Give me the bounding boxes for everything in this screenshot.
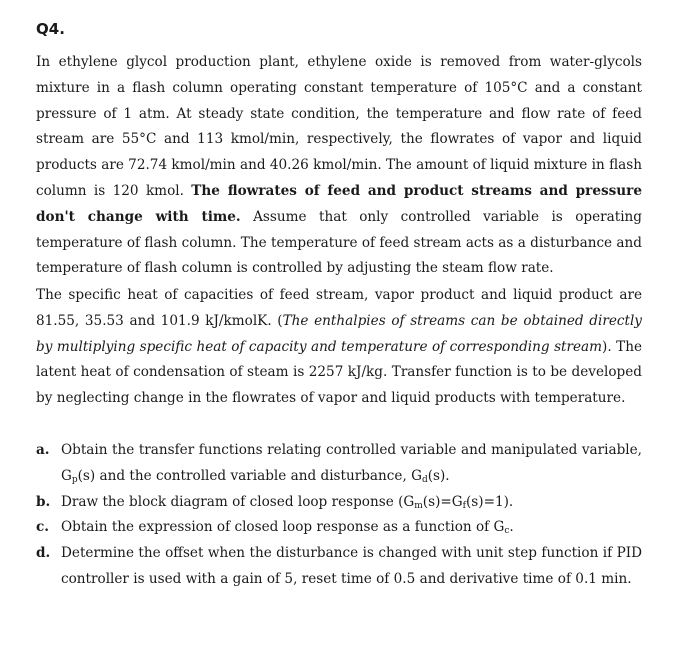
- sub-question-b: [36, 490, 642, 516]
- item-label: d.: [36, 545, 51, 562]
- item-text: Draw the block diagram of closed loop response (G: [61, 493, 415, 510]
- item-text: Determine the offset when the disturbance is changed with unit step function if PID controller is used with a gain of 5, reset time of 0.5 and derivative time of 0.1 min.: [61, 545, 642, 587]
- specific-heat-paragraph: [36, 283, 642, 412]
- item-text: Obtain the expression of closed loop response as a function of G: [61, 519, 505, 536]
- item-text: (s) and the controlled variable and disturbance, G: [77, 467, 422, 484]
- item-text: (s).: [427, 467, 450, 484]
- sub-question-d: [36, 541, 642, 593]
- item-text: Obtain the transfer functions relating controlled variable and manipulated variable, G: [61, 442, 642, 484]
- problem-statement: [36, 50, 642, 282]
- specific-heat-text-b: ). The latent heat of condensation of steam is 2257 kJ/kg. Transfer function is to be developed by neglecting change in the flowrates of vapor and liquid products with temperature.: [36, 338, 642, 407]
- item-text: (s)=G: [422, 493, 463, 510]
- item-text: .: [509, 519, 514, 536]
- sub-question-list: [36, 438, 642, 593]
- item-label: c.: [36, 519, 50, 536]
- subscript: d: [421, 474, 428, 485]
- intro-bold-text: The flowrates of feed and product streams and pressure don't change with time.: [36, 182, 642, 225]
- subscript: m: [414, 500, 423, 511]
- item-text: (s)=1).: [465, 493, 514, 510]
- item-label: b.: [36, 493, 51, 510]
- specific-heat-italic: The enthalpies of streams can be obtained directly by multiplying specific heat of capacity and temperature of corresponding stream: [36, 312, 642, 355]
- subscript: p: [71, 474, 78, 485]
- item-label: a.: [36, 442, 50, 458]
- intro-text-b: Assume that only controlled variable is operating temperature of flash column. The temperature of feed stream acts as a disturbance and temperature of flash column is controlled by adjusting the steam flow rate.: [36, 208, 642, 277]
- question-number: Q4.: [36, 20, 65, 38]
- sub-question-c: [36, 515, 642, 541]
- intro-text-a: In ethylene glycol production plant, ethylene oxide is removed from water-glycols mixture in a flash column operating constant temperature of 105°C and a constant pressure of 1 atm. At steady state condition, the temperature and flow rate of feed stream are 55°C and 113 kmol/min, respectively, the flowrates of vapor and liquid products are 72.74 kmol/min and 40.26 kmol/min. The amount of liquid mixture in flash column is 120 kmol.: [36, 54, 642, 199]
- sub-question-a: [36, 438, 642, 490]
- subscript: c: [504, 526, 510, 537]
- subscript: f: [462, 500, 466, 511]
- specific-heat-text-a: The specific heat of capacities of feed stream, vapor product and liquid product are 81.55, 35.53 and 101.9 kJ/kmolK. (: [36, 287, 642, 329]
